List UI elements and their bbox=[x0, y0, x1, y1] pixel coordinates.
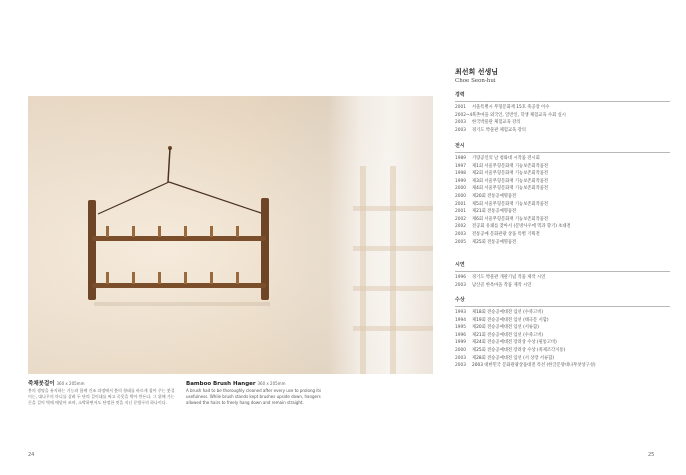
list-item: 2002 전공회 유쾌를 찾아서 (문방사우에 먹과 향기) 초대전 bbox=[455, 224, 571, 230]
caption-dimensions: 360 x 205mm bbox=[257, 381, 286, 386]
section-demonstrations bbox=[455, 262, 670, 289]
list-item: 1997 제1회 서울무형문화재 기능보존회작품전 bbox=[455, 163, 549, 169]
list-item: 1994 제19회 전승공예대전 입선 (태극문 서함) bbox=[455, 317, 549, 323]
list-item: 1998 제2회 서울무형문화재 기능보존회작품전 bbox=[455, 171, 549, 177]
list-item: 2000 제20회 전통공예명품전 bbox=[455, 193, 517, 199]
section-title: 시연 bbox=[455, 262, 465, 268]
list-item: 2002 제6회 서울무형문화재 기능보존회작품전 bbox=[455, 216, 549, 222]
list-item: 2000 제25회 전승공예대전 장려상 수상 (죽제조각지통) bbox=[455, 347, 566, 353]
list-item: 1993 제18회 전승공예대전 입선 (수죽고비) bbox=[455, 310, 544, 315]
section-title: 경력 bbox=[455, 92, 465, 98]
section-title: 전시 bbox=[455, 143, 465, 149]
list-item: 2003 2003 대한민국 문화관광상품대전 특선 (한글문양대나무찻상구성) bbox=[455, 363, 596, 369]
section-exhibitions bbox=[455, 143, 670, 246]
list-item: 2005 제25회 전통공예명품전 bbox=[455, 239, 517, 245]
caption-dimensions: 360 x 205mm bbox=[56, 381, 85, 386]
brush-hanger-illustration bbox=[28, 96, 433, 374]
section-divider bbox=[455, 306, 670, 307]
caption-body: A brush had to be thoroughly cleaned after every use to prolong its usefulness. While brush stands kept brushes upside down, hangers allowed the hairs to freely hang down and remain straight. bbox=[186, 388, 322, 405]
list-item: 1996 경기도 박물관 개관기념 작품 제작 시연 bbox=[455, 275, 546, 280]
artisan-name-korean: 최선희 선생님 bbox=[455, 68, 499, 76]
artisan-name-english: Choe Seon-hui bbox=[455, 78, 496, 84]
caption-title: 죽채붓걸이 bbox=[28, 381, 55, 387]
section-divider bbox=[455, 152, 670, 153]
section-title: 수상 bbox=[455, 297, 465, 303]
list-item: 1999 제24회 전승공예대전 장려상 수상 (필통고비) bbox=[455, 340, 557, 346]
caption-body: 봉의 생명을 유지하는 기능과 함께 건조 과정에서 붓의 형태를 바르게 잡아 주는 붓걸이는, 대나무의 마디를 살려 두 단의 걸이대를 짜고 죽못을 박아 만든다. 그 위에 가는 끈을 걸어 벽에 매달아 쓰며, 소박하면서도 단정한 멋을 지닌 문방구의 하나이다. bbox=[28, 388, 175, 405]
list-item: 1996 제21회 전승공예대전 입선 (수죽고비) bbox=[455, 332, 544, 338]
artisan-profile bbox=[455, 68, 670, 369]
list-item: 2003 남산골 한옥마을 작품 제작 시연 bbox=[455, 282, 532, 288]
section-career bbox=[455, 92, 670, 134]
list-item: 2003 한국박물관 체험교육 강의 bbox=[455, 120, 521, 126]
list-item: 2003 제28회 전승공예대전 입선 (서 상장 서류함) bbox=[455, 355, 555, 361]
page-number-left: 24 bbox=[28, 452, 35, 458]
page-number-right: 25 bbox=[648, 452, 655, 458]
caption-korean bbox=[28, 380, 178, 406]
list-item: 2001 제5회 서울무형문화재 기능보존회작품전 bbox=[455, 201, 549, 207]
caption-title: Bamboo Brush Hanger bbox=[186, 381, 256, 387]
list-item: 1995 제20회 전승공예대전 입선 (서류함) bbox=[455, 325, 539, 331]
list-item: 2002~4 북촌마을 외국인, 일반인, 학생 체험교육 수회 실시 bbox=[455, 112, 566, 118]
list-item: 2001 서울특별시 무형문화재 15호 죽공장 이수 bbox=[455, 105, 550, 110]
list-item: 2001 제21회 전통공예명품전 bbox=[455, 209, 517, 215]
section-divider bbox=[455, 101, 670, 102]
section-awards bbox=[455, 297, 670, 370]
section-divider bbox=[455, 271, 670, 272]
list-item: 1999 제3회 서울무형문화재 기능보존회작품전 bbox=[455, 178, 549, 184]
list-item: 2003 전통공예 문화관광 상품 특별 기획전 bbox=[455, 231, 540, 237]
brush-hanger-photo bbox=[28, 96, 433, 374]
caption-english bbox=[186, 380, 326, 406]
list-item: 2003 경기도 박물관 체험교육 강의 bbox=[455, 127, 526, 133]
list-item: 1989 기량공인의 날 청와대 시작품 전시회 bbox=[455, 156, 540, 161]
list-item: 2000 제4회 서울무형문화재 기능보존회작품전 bbox=[455, 186, 549, 192]
